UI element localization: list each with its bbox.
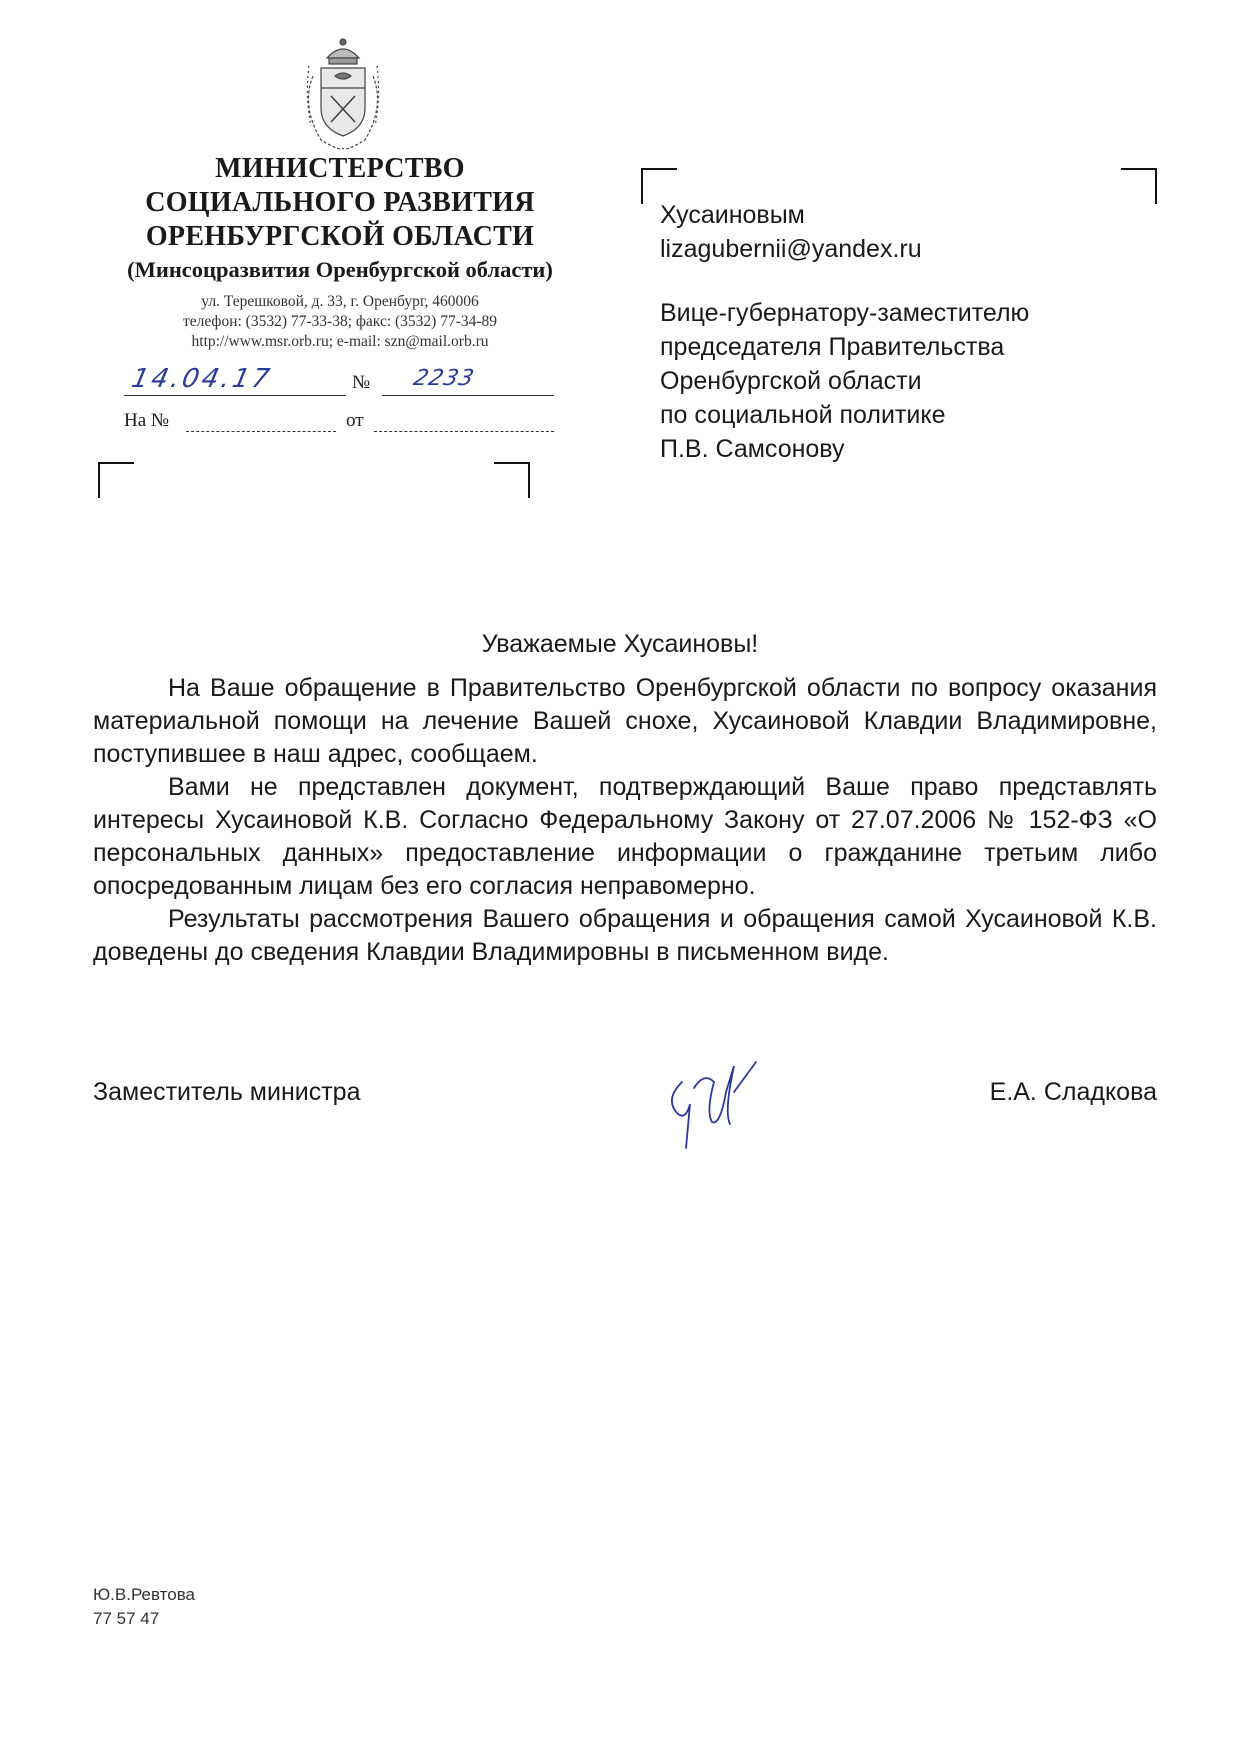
addressee-block [660, 198, 1180, 466]
executor-info [93, 1583, 195, 1631]
registration-row [124, 364, 554, 400]
body-paragraph: На Ваше обращение в Правительство Оренбургской области по вопросу оказания материальной помощи на лечение Вашей снохе, Хусаиновой Клавдии Владимировне, поступившее в наш адрес, сообщаем. [93, 674, 1157, 768]
addressee-line: Вице-губернатору-заместителю [660, 299, 1030, 327]
salutation: Уважаемые Хусаиновы! [481, 630, 759, 658]
corner-bracket-icon [494, 462, 530, 498]
letter-body [93, 672, 1157, 969]
addressee-line: председателя Правительства [660, 333, 1005, 361]
executor-name: Ю.В.Ревтова [93, 1585, 196, 1604]
reference-row [124, 410, 554, 438]
ministry-line: МИНИСТЕРСТВО [215, 153, 465, 184]
coat-of-arms-icon [291, 36, 395, 156]
ministry-web-email: http://www.msr.orb.ru; e-mail: szn@mail.orb.ru [191, 333, 489, 350]
ministry-contacts [86, 292, 594, 352]
ministry-phones: телефон: (3532) 77-33-38; факс: (3532) 77-34-89 [182, 313, 498, 330]
addressee-email: lizagubernii@yandex.ru [660, 235, 922, 263]
ministry-short-name: (Минсоцразвития Оренбургской области) [127, 257, 553, 282]
signatory-title: Заместитель министра [93, 1078, 361, 1106]
addressee-line: Хусаиновым [660, 201, 805, 229]
reference-from-label: от [346, 410, 364, 431]
ministry-name [86, 152, 594, 254]
signatory-name: Е.А. Сладкова [989, 1078, 1157, 1106]
executor-phone: 77 57 47 [93, 1609, 160, 1628]
body-paragraph: Вами не представлен документ, подтверждающий Ваше право представлять интересы Хусаиновой К.В. Согласно Федеральному Закону от 27.07.2006 № 152-ФЗ «О персональных данных» предоставление информации о гражданине третьим либо опосредованным лицам без его согласия неправомерно. [93, 773, 1157, 900]
reference-label: На № [124, 410, 170, 431]
handwritten-signature-icon [660, 1052, 770, 1152]
registration-number: 2233 [410, 366, 478, 391]
addressee-line: Оренбургской области [660, 367, 922, 395]
corner-bracket-icon [98, 462, 134, 498]
addressee-line: П.В. Самсонову [660, 435, 845, 463]
ministry-line: СОЦИАЛЬНОГО РАЗВИТИЯ [145, 187, 535, 218]
ministry-line: ОРЕНБУРГСКОЙ ОБЛАСТИ [145, 221, 535, 252]
addressee-line: по социальной политике [660, 401, 946, 429]
registration-date: 14.04.17 [128, 364, 275, 394]
registration-number-sign: № [352, 372, 371, 393]
ministry-address: ул. Терешковой, д. 33, г. Оренбург, 460006 [201, 293, 479, 310]
body-paragraph: Результаты рассмотрения Вашего обращения и обращения самой Хусаиновой К.В. доведены до сведения Клавдии Владимировны в письменном виде. [93, 905, 1157, 966]
